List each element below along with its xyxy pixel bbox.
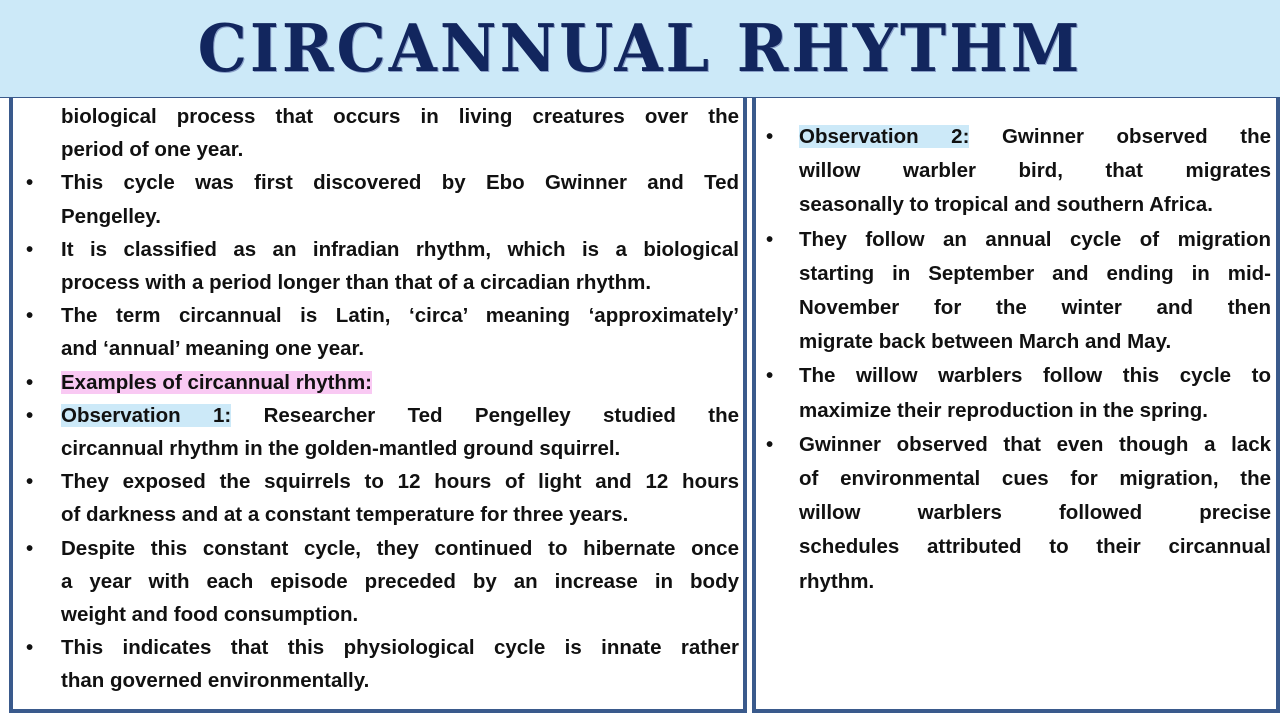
text-line: schedules attributed to their circannual bbox=[799, 535, 1271, 559]
bullet-icon: • bbox=[26, 370, 34, 394]
bullet-item bbox=[13, 532, 739, 632]
bullet-icon: • bbox=[26, 304, 34, 328]
text-line: maximize their reproduction in the spring. bbox=[799, 398, 1208, 422]
text-line: a year with each episode preceded by an increase in body bbox=[61, 569, 739, 593]
text-line: This indicates that this physiological cycle is innate rather bbox=[61, 636, 739, 660]
bullet-item bbox=[756, 120, 1271, 223]
text-line: It is classified as an infradian rhythm, which is a biological bbox=[61, 237, 739, 261]
bullet-item bbox=[13, 366, 739, 399]
text-line: process with a period longer than that of a circadian rhythm. bbox=[61, 271, 652, 295]
text-line: biological process that occurs in living creatures over the bbox=[61, 105, 739, 128]
text-line: Gwinner observed that even though a lack bbox=[799, 432, 1271, 456]
text-line: migrate back between March and May. bbox=[799, 330, 1172, 354]
text-line: November for the winter and then bbox=[799, 296, 1271, 320]
bullet-icon: • bbox=[766, 125, 774, 148]
bullet-item bbox=[756, 223, 1271, 360]
bullet-icon: • bbox=[26, 636, 34, 660]
bullet-item bbox=[13, 100, 739, 166]
text-line: circannual rhythm in the golden-mantled ground squirrel. bbox=[61, 437, 621, 461]
text-line: rhythm. bbox=[799, 569, 875, 593]
text-line bbox=[61, 399, 739, 432]
text-line: and ‘annual’ meaning one year. bbox=[61, 337, 365, 361]
bullet-item bbox=[13, 299, 739, 365]
text-line-content: Gwinner observed the bbox=[969, 125, 1271, 148]
text-line: They follow an annual cycle of migration bbox=[799, 227, 1271, 251]
bullet-icon: • bbox=[766, 364, 774, 388]
slide-title: CIRCANNUAL RHYTHM bbox=[197, 10, 1083, 87]
bullet-item bbox=[13, 166, 739, 232]
bullet-icon: • bbox=[26, 237, 34, 261]
highlighted-heading: Examples of circannual rhythm: bbox=[61, 370, 373, 394]
text-line: This cycle was first discovered by Ebo Gwinner and Ted bbox=[61, 171, 739, 195]
text-line: than governed environmentally. bbox=[61, 669, 370, 693]
right-bullet-list bbox=[756, 120, 1276, 599]
text-line: Despite this constant cycle, they continued to hibernate once bbox=[61, 536, 739, 560]
bullet-icon: • bbox=[26, 536, 34, 560]
bullet-item bbox=[756, 428, 1271, 599]
bullet-item bbox=[13, 233, 739, 299]
text-line: The term circannual is Latin, ‘circa’ meaning ‘approximately’ bbox=[61, 304, 739, 328]
left-bullet-list bbox=[13, 100, 739, 698]
text-line bbox=[799, 120, 1271, 154]
left-content-panel bbox=[9, 60, 747, 713]
text-line: of darkness and at a constant temperature for three years. bbox=[61, 503, 629, 527]
text-line: starting in September and ending in mid- bbox=[799, 261, 1271, 285]
text-line: willow warbler bird, that migrates bbox=[799, 159, 1271, 183]
bullet-item bbox=[13, 631, 739, 697]
right-content-panel bbox=[752, 60, 1280, 713]
text-line: They exposed the squirrels to 12 hours of light and 12 hours bbox=[61, 470, 739, 494]
bullet-icon: • bbox=[766, 227, 774, 251]
text-line: of environmental cues for migration, the bbox=[799, 467, 1271, 491]
text-line-content: Researcher Ted Pengelley studied the bbox=[231, 403, 739, 427]
text-line: Pengelley. bbox=[61, 204, 161, 228]
bullet-icon: • bbox=[26, 171, 34, 195]
text-line: The willow warblers follow this cycle to bbox=[799, 364, 1271, 388]
bullet-icon: • bbox=[26, 470, 34, 494]
bullet-icon: • bbox=[26, 403, 34, 427]
text-line: period of one year. bbox=[61, 138, 244, 162]
bullet-item bbox=[13, 399, 739, 465]
observation-label: Observation 1: bbox=[61, 403, 232, 427]
text-line: willow warblers followed precise bbox=[799, 501, 1271, 525]
bullet-icon: • bbox=[766, 432, 774, 456]
bullet-item bbox=[13, 465, 739, 531]
bullet-item bbox=[756, 359, 1271, 427]
text-line: weight and food consumption. bbox=[61, 603, 359, 627]
observation-label: Observation 2: bbox=[799, 125, 970, 148]
title-banner bbox=[0, 0, 1280, 98]
text-line: seasonally to tropical and southern Africa. bbox=[799, 193, 1213, 217]
